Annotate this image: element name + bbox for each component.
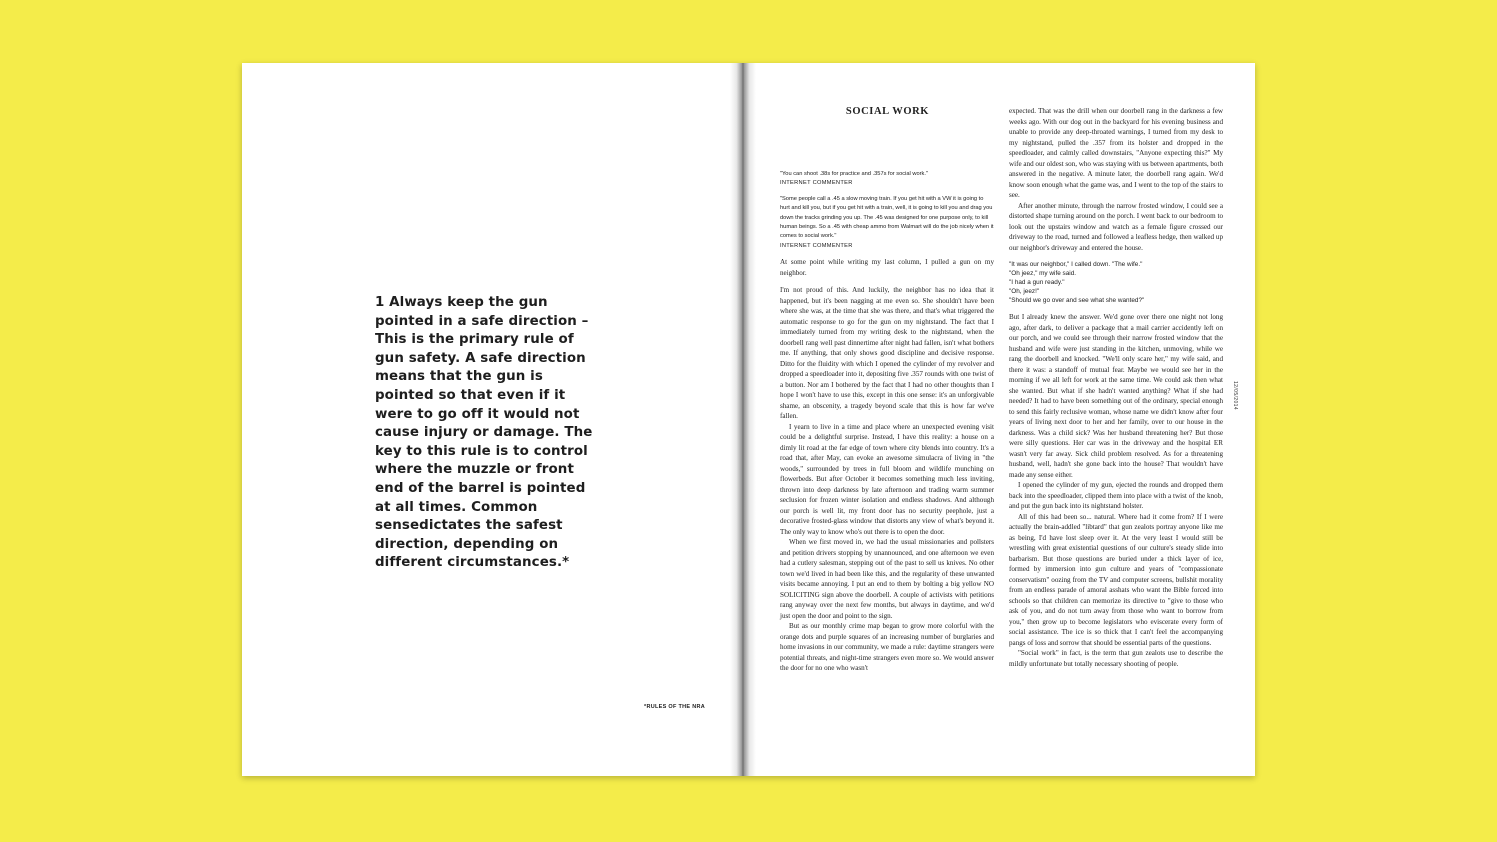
side-date: 12/05/2014: [1232, 381, 1238, 411]
page-gutter: [730, 63, 756, 776]
epigraph-1-text: "You can shoot .38s for practice and .357s for social work.": [780, 171, 928, 177]
paragraph: I opened the cylinder of my gun, ejected the rounds and dropped them back into the speedloader, clipped them into place with a twist of the knob, and put the gun back into its nightstand holster.: [1009, 481, 1223, 510]
epigraph-1-source: INTERNET COMMENTER: [780, 180, 853, 187]
article-title: SOCIAL WORK: [845, 106, 930, 117]
dialog-line: "I had a gun ready.": [1009, 279, 1065, 286]
paragraph: After another minute, through the narrow frosted window, I could see a distorted shape turning around on the porch. I went back to our bedroom to look out the upstairs window and watch as a female figure crossed our driveway to the road, turned and followed a leafless hedge, then walked up our neighbor's driveway and entered the house.: [1009, 201, 1223, 252]
dialog-line: "Oh, jeez!": [1009, 288, 1040, 295]
paragraph: All of this had been so... natural. Where had it come from? If I were actually the brain-addled "libtard" that gun zealots portray anyone like me as being, I'd have lost sleep over it. At the very least I would still be wrestling with great existential questions of our culture's steady slide into barbarism. But those questions are buried under a thick layer of ice, formed by immersion into gun culture and years of "compassionate conservatism" oozing from the TV and computer screens, bullshit morality from an endless parade of amoral asshats who want the Bible forced into schools so that children can memorize its directive to "give to those who ask of you, and do not turn away from those who want to borrow from you," then grow up to become legislators who eviscerate every form of social assistance. The ice is so thick that I can't feel the accompanying pangs of loss and sorrow that should be essential parts of the questions.: [1009, 512, 1223, 647]
epigraph-2-text: "Some people call a .45 a slow moving train. If you get hit with a VW it is going to hurt and kill you, but if you get hit with a train, well, it is going to kill you and drag you down the tracks grinding you up. The .45 was designed for one purpose only, to kill human beings. So a .45 with cheap ammo from Walmart will do the job nicely when it comes to social work.": [780, 195, 994, 240]
article-column-1: [780, 170, 994, 674]
paragraph: expected. That was the drill when our doorbell rang in the darkness a few weeks ago. With our dog out in the backyard for his evening business and unable to provide any deep-throated warnings, I turned from my desk to my nightstand, pulled the .357 from its holster and dropped in the speedloader, and calmly called downstairs, "Anyone expecting this?" My wife and our oldest son, who was staying with us between apartments, both answered in the negative. A minute later, the doorbell rang again. We'd know soon enough what the game was, and I went to the top of the stairs to see.: [1009, 107, 1223, 199]
magazine-spread: [242, 63, 1255, 776]
paragraph: I yearn to live in a time and place where an unexpected evening visit could be a delightful surprise. Instead, I have this reality: a house on a dimly lit road at the far edge of town where city blends into country. It's a road that, after May, can evoke an awesome simulacra of living in "the woods," surrounded by trees in full bloom and wildlife munching on flowerbeds. But after October it becomes something much less inviting, thrown into deep darkness by late afternoon and trading warm summer seclusion for frozen winter isolation and endless shadows. And although our porch is well lit, my front door has no security peephole, just a decorative frosted-glass window that distorts any view of what's beyond it. The only way to know who's out there is to open the door.: [780, 422, 994, 536]
paragraph: "Social work" in fact, is the term that gun zealots use to describe the mildly unfortunate but totally necessary shooting of people.: [1009, 649, 1223, 668]
gun-safety-rule-quote: 1 Always keep the gun pointed in a safe direction – This is the primary rule of gun safety. A safe direction means that the gun is pointed so that even if it were to go off it would not cause injury or damage. The key to this rule is to control where the muzzle or front end of the barrel is pointed at all times. Common sensedictates the safest direction, depending on different circumstances.*: [375, 295, 593, 571]
article-column-2: [1009, 106, 1223, 669]
dialog-line: "It was our neighbor," I called down. "The wife.": [1009, 261, 1143, 268]
left-footnote: *RULES OF THE NRA: [644, 704, 706, 710]
paragraph: When we first moved in, we had the usual missionaries and pollsters and petition drivers stopping by unannounced, and one afternoon we even had a cutlery salesman, stepping out of the past to sell us knives. No other town we'd lived in had been like this, and the regularity of these unwanted visits became annoying. I put an end to them by bolting a big yellow NO SOLICITING sign above the doorbell. A couple of activists with petitions rang anyway over the next few months, but always in daytime, and we'd just open the door and point to the sign.: [780, 538, 994, 620]
paragraph: But as our monthly crime map began to grow more colorful with the orange dots and purple squares of an increasing number of burglaries and home invasions in our community, we made a rule: daytime strangers were potential threats, and night-time strangers even more so. We would answer the door for no one who wasn't: [780, 622, 994, 673]
paragraph: But I already knew the answer. We'd gone over there one night not long ago, after dark, to deliver a package that a mail carrier accidently left on our porch, and we could see through their narrow frosted window that the husband and wife were just standing in the kitchen, unmoving, while we rang the doorbell and knocked. "We'll only scare her," my wife said, and there it was: a standoff of mutual fear. Maybe we would see her in the morning if we all left for work at the same time. We could ask then what she wanted. But what if she hadn't wanted anything? What if she had needed? It had to have been something out of the ordinary, special enough to send this fairly reclusive woman, whose name we didn't know after four years of living next door to her and her family, over to our house in the darkness. Was a child sick? Was her husband threatening her? But those were silly questions. Her car was in the driveway and the hospital ER wasn't very far away. Sick child problem resolved. As for a threatening husband, well, hadn't she gone back into the house? That wouldn't have made any sense either.: [1009, 313, 1223, 479]
paragraph: At some point while writing my last column, I pulled a gun on my neighbor.: [780, 258, 994, 277]
paragraph: I'm not proud of this. And luckily, the neighbor has no idea that it happened, but it's been nagging at me even so. She shouldn't have been where she was, at the time that she was there, and that's what triggered the automatic response to go for the gun on my nightstand. The fact that I immediately turned from my writing desk to the nightstand, when the doorbell rang well past dinnertime after night had fallen, isn't what bothers me. If anything, that only shows good discipline and decisive response. Ditto for the fluidity with which I opened the cylinder of my revolver and dropped a speedloader into it, depositing five .357 rounds with one twist of a button. Nor am I bothered by the fact that I had no other thoughts than I hope I won't have to use this, except in this one sense: it's an unforgivable shame, an obscenity, a tragedy beyond scale that this is how far we've fallen.: [780, 286, 994, 421]
epigraph-2-source: INTERNET COMMENTER: [780, 242, 853, 249]
dialog-line: "Should we go over and see what she wanted?": [1009, 297, 1145, 304]
dialog-line: "Oh jeez," my wife said.: [1009, 270, 1077, 277]
